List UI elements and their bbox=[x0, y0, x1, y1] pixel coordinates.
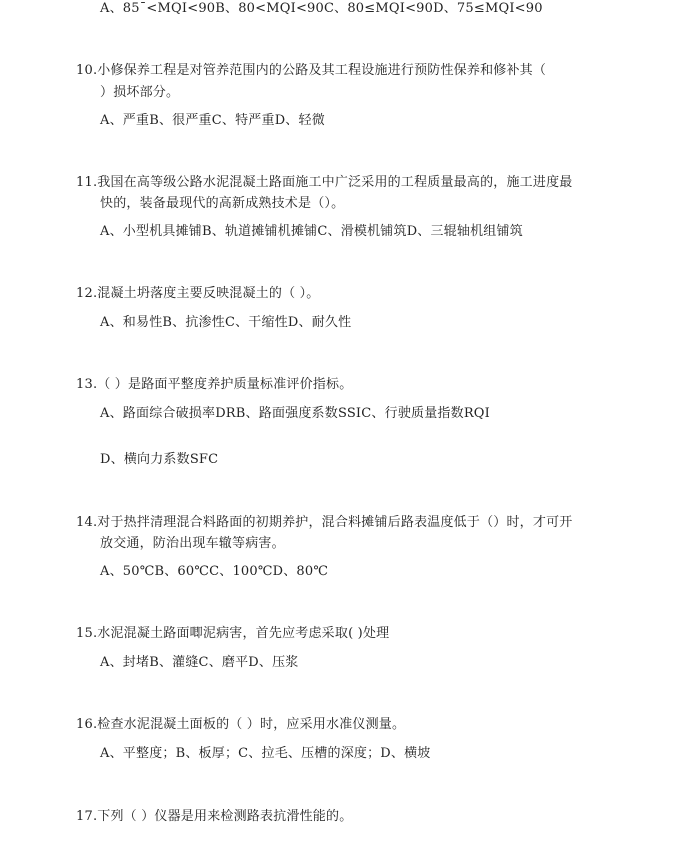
question-15: 15.水泥混凝土路面唧泥病害，首先应考虑采取( )处理 bbox=[76, 626, 390, 641]
question-14: 14.对于热拌清理混合料路面的初期养护，混合料摊铺后路表温度低于（）时，才可开 bbox=[76, 515, 573, 530]
question-11: 11.我国在高等级公路水泥混凝土路面施工中广泛采用的工程质量最高的，施工进度最 bbox=[76, 175, 573, 190]
question-10-continued: ）损坏部分。 bbox=[100, 85, 180, 100]
question-16-options: A、平整度；B、板厚；C、拉毛、压槽的深度；D、横坡 bbox=[100, 746, 431, 761]
question-13-options: A、路面综合破损率DRB、路面强度系数SSIC、行驶质量指数RQI bbox=[100, 406, 490, 421]
question-12: 12.混凝土坍落度主要反映混凝土的（ ）。 bbox=[76, 286, 320, 301]
question-11-options: A、小型机具摊铺B、轨道摊铺机摊铺C、滑模机铺筑D、三辊轴机组铺筑 bbox=[100, 224, 523, 239]
question-14-continued: 放交通，防治出现车辙等病害。 bbox=[100, 536, 285, 551]
question-12-options: A、和易性B、抗渗性C、干缩性D、耐久性 bbox=[100, 315, 352, 330]
question-14-options: A、50℃B、60℃C、100℃D、80℃ bbox=[100, 564, 329, 579]
question-17: 17.下列（ ）仪器是用来检测路表抗滑性能的。 bbox=[76, 809, 353, 824]
question-10-options: A、严重B、很严重C、特严重D、轻微 bbox=[100, 113, 325, 128]
question-13-options-extra: D、横向力系数SFC bbox=[100, 452, 219, 467]
question-11-continued: 快的，装备最现代的高新成熟技术是（）。 bbox=[100, 196, 345, 211]
question-15-options: A、封堵B、灌缝C、磨平D、压浆 bbox=[100, 655, 299, 670]
question-16: 16.检查水泥混凝土面板的（ ）时，应采用水准仪测量。 bbox=[76, 717, 406, 732]
question-13: 13.（ ）是路面平整度养护质量标准评价指标。 bbox=[76, 377, 353, 392]
option-line: A、85¯<MQI<90B、80<MQI<90C、80≤MQI<90D、75≤MQI<90 bbox=[100, 1, 543, 16]
question-10: 10.小修保养工程是对管养范围内的公路及其工程设施进行预防性保养和修补其（ bbox=[76, 63, 547, 78]
